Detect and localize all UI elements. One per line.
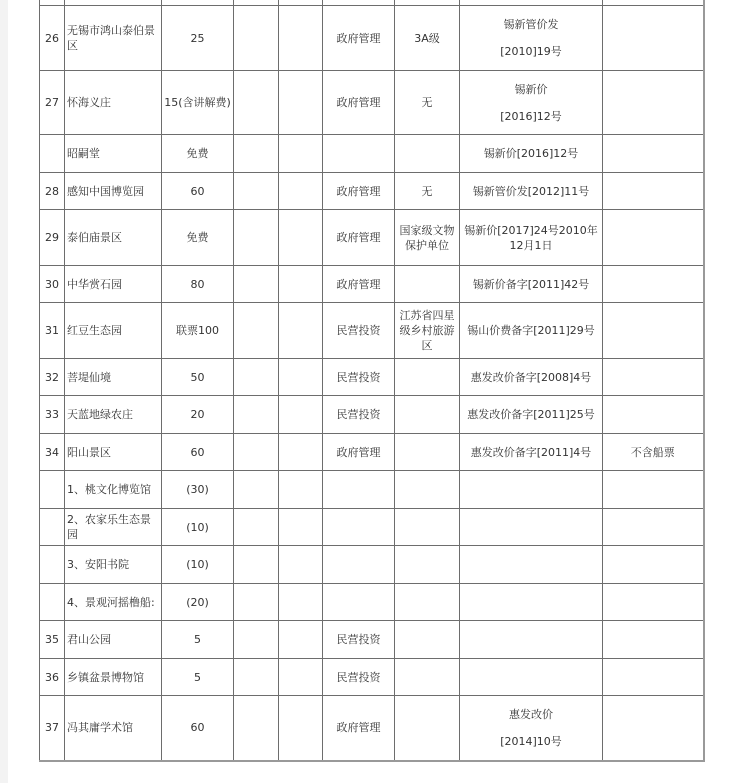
cell-management-type: 政府管理	[323, 266, 395, 303]
cell-pricing-document	[460, 546, 603, 584]
cell-scenic-name: 3、安阳书院	[65, 546, 162, 584]
cell-col4	[234, 173, 279, 210]
cell-number	[40, 471, 65, 509]
cell-col4	[234, 621, 279, 659]
cell-pricing-document	[460, 621, 603, 659]
table-row	[40, 584, 704, 621]
cell-col5	[279, 396, 323, 434]
cell-price: (20)	[162, 584, 234, 621]
cell-management-type: 政府管理	[323, 434, 395, 471]
cell-price: 15(含讲解费)	[162, 71, 234, 135]
cell-management-type: 民营投资	[323, 396, 395, 434]
cell-pricing-document	[460, 71, 603, 135]
page-margin	[0, 0, 8, 783]
cell-price: 5	[162, 621, 234, 659]
cell-number: 27	[40, 71, 65, 135]
cell-col5	[279, 696, 323, 761]
doc-line-1: 惠发改价	[509, 707, 553, 721]
cell-grade-level	[395, 696, 460, 761]
cell-number	[40, 584, 65, 621]
table-row	[40, 266, 704, 303]
cell-number: 28	[40, 173, 65, 210]
cell-remarks	[603, 396, 704, 434]
cell-col5	[279, 471, 323, 509]
cell-remarks	[603, 266, 704, 303]
table-row	[40, 509, 704, 546]
scenic-price-table	[39, 0, 705, 762]
cell-scenic-name: 天蓝地绿农庄	[65, 396, 162, 434]
cell-management-type: 民营投资	[323, 621, 395, 659]
cell-remarks	[603, 135, 704, 173]
cell-remarks	[603, 584, 704, 621]
cell-number	[40, 135, 65, 173]
cell-price: 25	[162, 6, 234, 71]
cell-price: 80	[162, 266, 234, 303]
cell-remarks	[603, 471, 704, 509]
table-row	[40, 396, 704, 434]
doc-line-1: 锡新管价发	[503, 18, 559, 31]
cell-scenic-name: 中华赏石园	[65, 266, 162, 303]
cell-remarks	[603, 173, 704, 210]
cell-col4	[234, 434, 279, 471]
cell-scenic-name: 乡镇盆景博物馆	[65, 659, 162, 696]
cell-scenic-name: 红豆生态园	[65, 303, 162, 359]
table-row	[40, 303, 704, 359]
cell-scenic-name: 冯其庸学术馆	[65, 696, 162, 761]
cell-grade-level	[395, 584, 460, 621]
cell-price: 免费	[162, 135, 234, 173]
cell-management-type: 政府管理	[323, 696, 395, 761]
cell-col4	[234, 6, 279, 71]
cell-pricing-document: 锡新价[2016]12号	[460, 135, 603, 173]
cell-price: 60	[162, 173, 234, 210]
cell-remarks	[603, 696, 704, 761]
cell-pricing-document: 锡山价费备字[2011]29号	[460, 303, 603, 359]
cell-col5	[279, 71, 323, 135]
cell-remarks	[603, 359, 704, 396]
cell-col5	[279, 621, 323, 659]
cell-pricing-document	[460, 584, 603, 621]
cell-col4	[234, 584, 279, 621]
cell-col5	[279, 6, 323, 71]
cell-col4	[234, 210, 279, 266]
cell-price: 5	[162, 659, 234, 696]
doc-line-1: 锡新价	[514, 82, 548, 96]
cell-col5	[279, 659, 323, 696]
cell-number	[40, 509, 65, 546]
cell-grade-level	[395, 434, 460, 471]
cell-col5	[279, 434, 323, 471]
cell-management-type	[323, 509, 395, 546]
table-row	[40, 434, 704, 471]
cell-number	[40, 546, 65, 584]
cell-number: 34	[40, 434, 65, 471]
cell-pricing-document: 惠发改价备字[2008]4号	[460, 359, 603, 396]
cell-col4	[234, 509, 279, 546]
cell-remarks	[603, 210, 704, 266]
cell-number: 33	[40, 396, 65, 434]
cell-remarks	[603, 509, 704, 546]
cell-grade-level	[395, 359, 460, 396]
cell-management-type	[323, 546, 395, 584]
cell-number: 30	[40, 266, 65, 303]
table-row	[40, 696, 704, 761]
cell-col4	[234, 471, 279, 509]
cell-pricing-document	[460, 509, 603, 546]
cell-number: 32	[40, 359, 65, 396]
cell-number: 31	[40, 303, 65, 359]
cell-grade-level: 无	[395, 71, 460, 135]
cell-col4	[234, 396, 279, 434]
table-row	[40, 621, 704, 659]
cell-col4	[234, 266, 279, 303]
cell-col4	[234, 71, 279, 135]
cell-number: 36	[40, 659, 65, 696]
cell-remarks	[603, 71, 704, 135]
cell-grade-level	[395, 266, 460, 303]
cell-pricing-document: 锡新管价发[2012]11号	[460, 173, 603, 210]
cell-remarks	[603, 621, 704, 659]
cell-remarks	[603, 659, 704, 696]
doc-line-2: [2016]12号	[500, 109, 562, 123]
cell-col4	[234, 359, 279, 396]
table-row	[40, 359, 704, 396]
cell-management-type	[323, 135, 395, 173]
table-row	[40, 135, 704, 173]
cell-scenic-name: 2、农家乐生态景园	[65, 509, 162, 546]
cell-number: 29	[40, 210, 65, 266]
cell-management-type: 民营投资	[323, 359, 395, 396]
cell-grade-level	[395, 135, 460, 173]
cell-grade-level	[395, 659, 460, 696]
cell-number: 35	[40, 621, 65, 659]
cell-col5	[279, 266, 323, 303]
cell-management-type: 政府管理	[323, 6, 395, 71]
cell-scenic-name: 昭嗣堂	[65, 135, 162, 173]
table-row	[40, 546, 704, 584]
cell-col4	[234, 659, 279, 696]
cell-col5	[279, 509, 323, 546]
cell-price: 20	[162, 396, 234, 434]
cell-number: 37	[40, 696, 65, 761]
table-row	[40, 173, 704, 210]
cell-price: 免费	[162, 210, 234, 266]
cell-price: (30)	[162, 471, 234, 509]
cell-price: (10)	[162, 546, 234, 584]
cell-remarks	[603, 6, 704, 71]
cell-col5	[279, 303, 323, 359]
cell-col4	[234, 696, 279, 761]
cell-col5	[279, 173, 323, 210]
cell-scenic-name: 4、景观河摇橹船:	[65, 584, 162, 621]
cell-grade-level: 3A级	[395, 6, 460, 71]
cell-grade-level	[395, 509, 460, 546]
cell-scenic-name: 阳山景区	[65, 434, 162, 471]
cell-remarks: 不含船票	[603, 434, 704, 471]
cell-col5	[279, 359, 323, 396]
table-row	[40, 210, 704, 266]
cell-management-type	[323, 471, 395, 509]
cell-price: 50	[162, 359, 234, 396]
cell-col5	[279, 210, 323, 266]
cell-management-type: 民营投资	[323, 659, 395, 696]
cell-grade-level: 江苏省四星级乡村旅游区	[395, 303, 460, 359]
cell-col5	[279, 546, 323, 584]
cell-number: 26	[40, 6, 65, 71]
cell-scenic-name: 1、桃文化博览馆	[65, 471, 162, 509]
table-row	[40, 659, 704, 696]
cell-price: 60	[162, 696, 234, 761]
table-row	[40, 471, 704, 509]
cell-management-type: 民营投资	[323, 303, 395, 359]
cell-scenic-name: 感知中国博览园	[65, 173, 162, 210]
cell-col4	[234, 546, 279, 584]
cell-pricing-document: 惠发改价备字[2011]4号	[460, 434, 603, 471]
cell-pricing-document	[460, 6, 603, 71]
table-row	[40, 6, 704, 71]
cell-remarks	[603, 546, 704, 584]
cell-scenic-name: 君山公园	[65, 621, 162, 659]
cell-price: (10)	[162, 509, 234, 546]
cell-pricing-document	[460, 659, 603, 696]
cell-remarks	[603, 303, 704, 359]
cell-management-type: 政府管理	[323, 71, 395, 135]
cell-price: 联票100	[162, 303, 234, 359]
cell-pricing-document	[460, 696, 603, 761]
cell-scenic-name: 菩堤仙境	[65, 359, 162, 396]
cell-col4	[234, 135, 279, 173]
cell-grade-level	[395, 546, 460, 584]
scenic-price-table-container	[39, 0, 705, 762]
cell-grade-level	[395, 471, 460, 509]
cell-scenic-name: 泰伯庙景区	[65, 210, 162, 266]
cell-management-type	[323, 584, 395, 621]
doc-line-2: [2014]10号	[500, 734, 562, 748]
cell-grade-level: 国家级文物保护单位	[395, 210, 460, 266]
cell-scenic-name: 怀海义庄	[65, 71, 162, 135]
cell-pricing-document: 惠发改价备字[2011]25号	[460, 396, 603, 434]
cell-grade-level	[395, 396, 460, 434]
cell-pricing-document: 锡新价备字[2011]42号	[460, 266, 603, 303]
cell-grade-level: 无	[395, 173, 460, 210]
cell-scenic-name: 无锡市鸿山泰伯景区	[65, 6, 162, 71]
cell-pricing-document	[460, 471, 603, 509]
cell-col5	[279, 135, 323, 173]
cell-col5	[279, 584, 323, 621]
table-row	[40, 71, 704, 135]
cell-management-type: 政府管理	[323, 210, 395, 266]
cell-grade-level	[395, 621, 460, 659]
cell-price: 60	[162, 434, 234, 471]
doc-line-2: [2010]19号	[500, 45, 562, 58]
cell-col4	[234, 303, 279, 359]
cell-management-type: 政府管理	[323, 173, 395, 210]
cell-pricing-document: 锡新价[2017]24号2010年12月1日	[460, 210, 603, 266]
